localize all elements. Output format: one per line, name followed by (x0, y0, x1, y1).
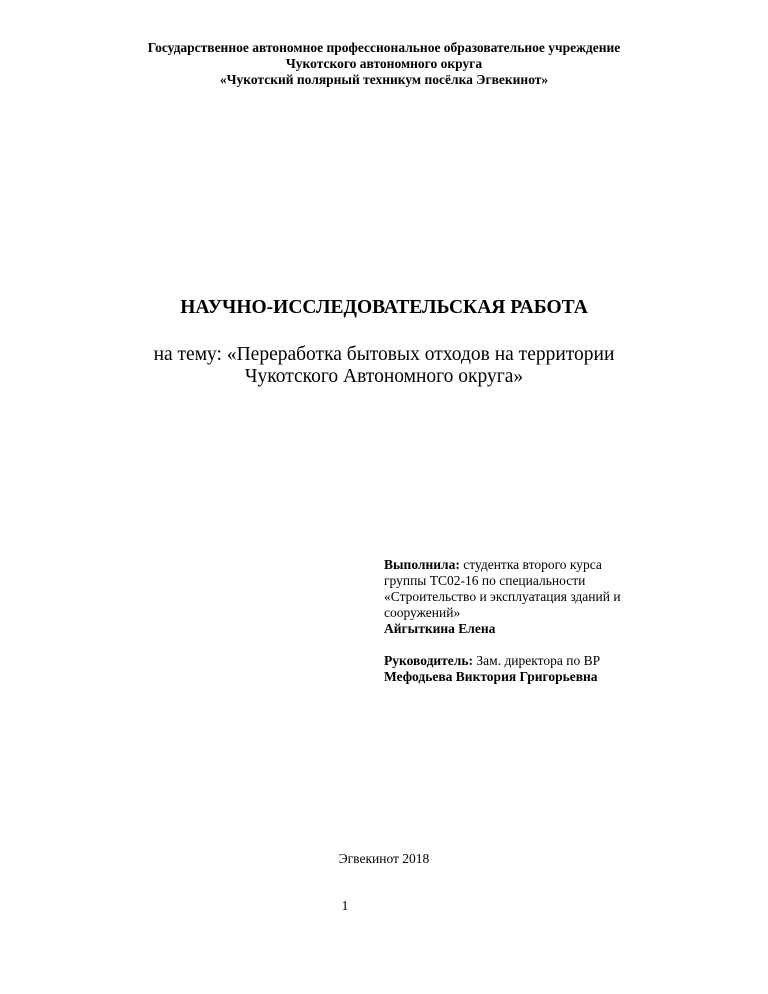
topic-line-1: на тему: «Переработка бытовых отходов на территории (153, 344, 615, 365)
author-name: Айгыткина Елена (384, 621, 496, 636)
author-line-2: группы ТС02-16 по специальности (384, 573, 586, 588)
supervisor-position: Зам. директора по ВР (476, 653, 601, 668)
institution-line-2: Чукотского автономного округа (285, 56, 483, 71)
topic-line-2: Чукотского Автономного округа» (244, 366, 524, 387)
document-title: НАУЧНО-ИССЛЕДОВАТЕЛЬСКАЯ РАБОТА (180, 297, 588, 318)
institution-line-3: «Чукотский полярный техникум посёлка Эгвекинот» (219, 72, 549, 87)
document-topic (0, 344, 768, 388)
supervisor-first-line (384, 653, 684, 669)
supervisor-name: Мефодьева Виктория Григорьевна (384, 669, 598, 684)
author-line-4: сооружений» (384, 605, 461, 620)
author-line-3: «Строительство и эксплуатация зданий и (384, 589, 621, 604)
author-info-block (384, 557, 684, 685)
supervisor-label: Руководитель: (384, 653, 474, 668)
author-label: Выполнила: (384, 557, 460, 572)
institution-header (0, 40, 768, 88)
author-first-line (384, 557, 684, 573)
institution-line-1: Государственное автономное профессиональное образовательное учреждение (147, 40, 621, 55)
page-number: 1 (341, 898, 349, 913)
supervisor-block (384, 653, 684, 685)
author-line-1: студентка второго курса (463, 557, 602, 572)
city-year: Эгвекинот 2018 (338, 851, 430, 866)
